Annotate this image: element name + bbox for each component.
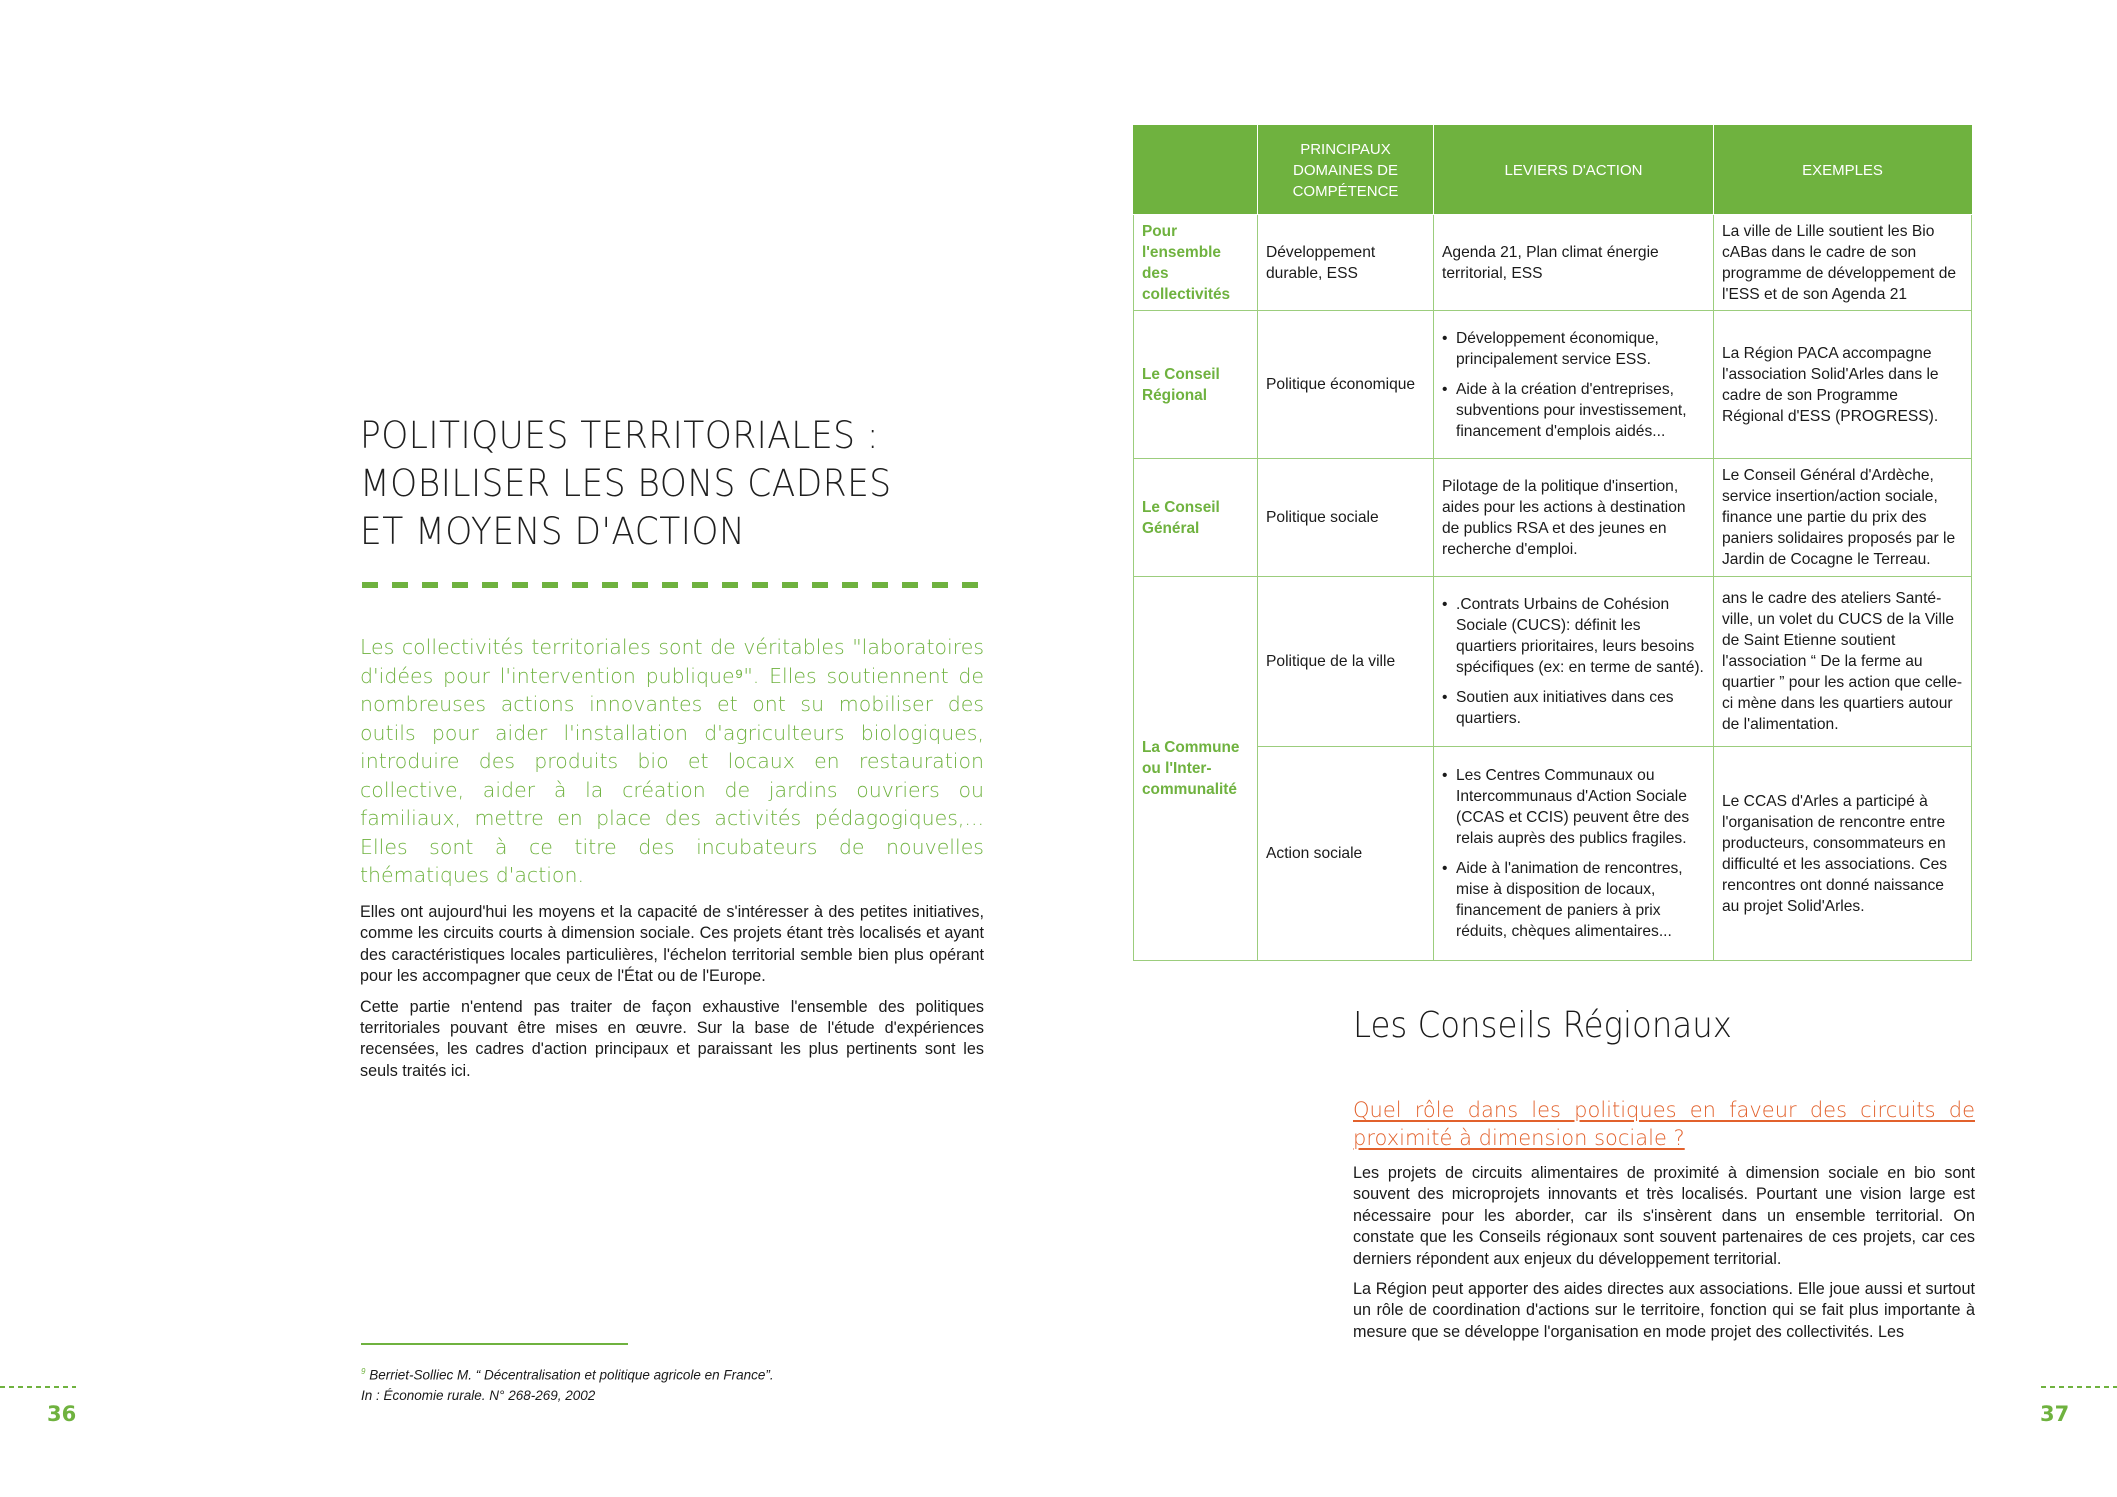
table-row xyxy=(1134,459,1972,577)
footnote-rule xyxy=(361,1343,628,1345)
header-cell: PRINCIPAUX DOMAINES DE COMPÉTENCE xyxy=(1258,126,1434,215)
row-entity: La Commune ou l'Inter-communalité xyxy=(1134,577,1258,961)
section-title-line: POLITIQUES TERRITORIALES : xyxy=(360,414,879,457)
row-levers: Agenda 21, Plan climat énergie territorial, ESS xyxy=(1434,215,1714,311)
row-entity: Pour l'ensemble des collectivités xyxy=(1134,215,1258,311)
section-title-line: MOBILISER LES BONS CADRES xyxy=(360,462,892,505)
dashed-divider xyxy=(362,582,984,588)
lever-item: • Aide à la création d'entreprises, subventions pour investissement, financement d'emplois aidés... xyxy=(1456,379,1705,442)
header-cell xyxy=(1134,126,1258,215)
row-levers xyxy=(1434,747,1714,961)
row-entity: Le Conseil Général xyxy=(1134,459,1258,577)
intro-paragraph: Les collectivités territoriales sont de véritables "laboratoires d'idées pour l'intervention publique⁹". Elles soutiennent de nombreuses actions innovantes et ont su mobiliser des outils pour aider l'installation d'agriculteurs biologiques, introduire des produits bio et locaux en restauration collective, aider à la création de jardins ouvriers ou familiaux, mettre en place des activités pédagogiques,... Elles sont à ce titre des incubateurs de nouvelles thématiques d'action. xyxy=(360,635,984,887)
paragraph: Elles ont aujourd'hui les moyens et la capacité de s'intéresser à des petites initiatives, comme les circuits courts à dimension sociale. Ces projets étant très localisés et ayant des caractéristiques locales particulières, l'échelon territorial semble bien plus opérant pour les accompagner que ceux de l'État ou de l'Europe. xyxy=(360,903,984,986)
footnote-line: In : Économie rurale. N° 268-269, 2002 xyxy=(361,1387,596,1403)
lever-item: • .Contrats Urbains de Cohésion Sociale (CUCS): définit les quartiers prioritaires, leurs besoins spécifiques (ex: en terme de santé). xyxy=(1456,594,1705,678)
row-domain: Politique de la ville xyxy=(1258,577,1434,747)
lever-item: • Aide à l'animation de rencontres, mise à disposition de locaux, financement de paniers à prix réduits, chèques alimentaires... xyxy=(1456,858,1705,942)
row-example: La ville de Lille soutient les Bio cABas dans le cadre de son programme de développement de l'ESS et de son Agenda 21 xyxy=(1714,215,1972,311)
row-example: La Région PACA accompagne l'association Solid'Arles dans le cadre de son Programme Régional d'ESS (PROGRESS). xyxy=(1714,311,1972,459)
table-header-row xyxy=(1134,126,1972,215)
row-levers xyxy=(1434,577,1714,747)
page-number-rule xyxy=(0,1386,76,1388)
lever-item: • Les Centres Communaux ou Intercommunaus d'Action Sociale (CCAS et CCIS) peuvent être des relais auprès des publics fragiles. xyxy=(1456,765,1705,849)
row-domain: Développement durable, ESS xyxy=(1258,215,1434,311)
footnote-marker: 9 xyxy=(361,1367,366,1376)
row-example: Le Conseil Général d'Ardèche, service insertion/action sociale, finance une partie du prix des paniers solidaires proposés par le Jardin de Cocagne le Terreau. xyxy=(1714,459,1972,577)
body-text-left xyxy=(360,902,984,1091)
table-row xyxy=(1134,747,1972,961)
paragraph: Les projets de circuits alimentaires de proximité à dimension sociale en bio sont souvent des microprojets innovants et très localisés. Pourtant une vision large est nécessaire pour les aborder, car ils s'insèrent dans un ensemble territorial. On constate que les Conseils régionaux sont souvent partenaires de ces projets, car ces derniers répondent aux enjeux du développement territorial. xyxy=(1353,1164,1975,1268)
table-row xyxy=(1134,311,1972,459)
paragraph: Cette partie n'entend pas traiter de façon exhaustive l'ensemble des politiques territoriales pouvant être mises en œuvre. Sur la base de l'étude d'expériences recensées, les cadres d'action principaux et paraissant les plus pertinents sont les seuls traités ici. xyxy=(360,997,984,1080)
row-levers: Pilotage de la politique d'insertion, aides pour les actions à destination de publics RSA et des jeunes en recherche d'emploi. xyxy=(1434,459,1714,577)
section-title-line: ET MOYENS D'ACTION xyxy=(360,510,746,553)
row-domain: Politique économique xyxy=(1258,311,1434,459)
table-row xyxy=(1134,215,1972,311)
row-domain: Action sociale xyxy=(1258,747,1434,961)
section-heading: Les Conseils Régionaux xyxy=(1353,1005,1732,1046)
paragraph: La Région peut apporter des aides directes aux associations. Elle joue aussi et surtout un rôle de coordination d'actions sur le territoire, fonction qui se fait plus importante à mesure que se développe l'organisation en mode projet des collectivités. Les xyxy=(1353,1280,1975,1341)
row-example: Le CCAS d'Arles a participé à l'organisation de rencontre entre producteurs, consommateurs en difficulté et les associations. Ces rencontres ont donné naissance au projet Solid'Arles. xyxy=(1714,747,1972,961)
page-number-rule xyxy=(2041,1386,2117,1388)
table-row xyxy=(1134,577,1972,747)
lever-item: • Développement économique, principalement service ESS. xyxy=(1456,328,1705,370)
footnote-line: Berriet-Solliec M. “ Décentralisation et politique agricole en France”. xyxy=(369,1367,774,1383)
row-domain: Politique sociale xyxy=(1258,459,1434,577)
header-cell: LEVIERS D'ACTION xyxy=(1434,126,1714,215)
lever-item: • Soutien aux initiatives dans ces quartiers. xyxy=(1456,687,1705,729)
page-number-right: 37 xyxy=(2040,1402,2070,1426)
page-number-left: 36 xyxy=(47,1402,77,1426)
row-levers xyxy=(1434,311,1714,459)
row-entity: Le Conseil Régional xyxy=(1134,311,1258,459)
footnote xyxy=(361,1362,921,1406)
header-cell: EXEMPLES xyxy=(1714,126,1972,215)
row-example: ans le cadre des ateliers Santé-ville, un volet du CUCS de la Ville de Saint Etienne soutient l'association “ De la ferme au quartier ” pour les action que celle-ci mène dans les quartiers autour de l'alimentation. xyxy=(1714,577,1972,747)
body-text-right xyxy=(1353,1163,1975,1352)
section-title xyxy=(360,412,955,556)
section-subheading: Quel rôle dans les politiques en faveur des circuits de proximité à dimension sociale ? xyxy=(1353,1098,1975,1150)
competence-table xyxy=(1133,125,1972,961)
